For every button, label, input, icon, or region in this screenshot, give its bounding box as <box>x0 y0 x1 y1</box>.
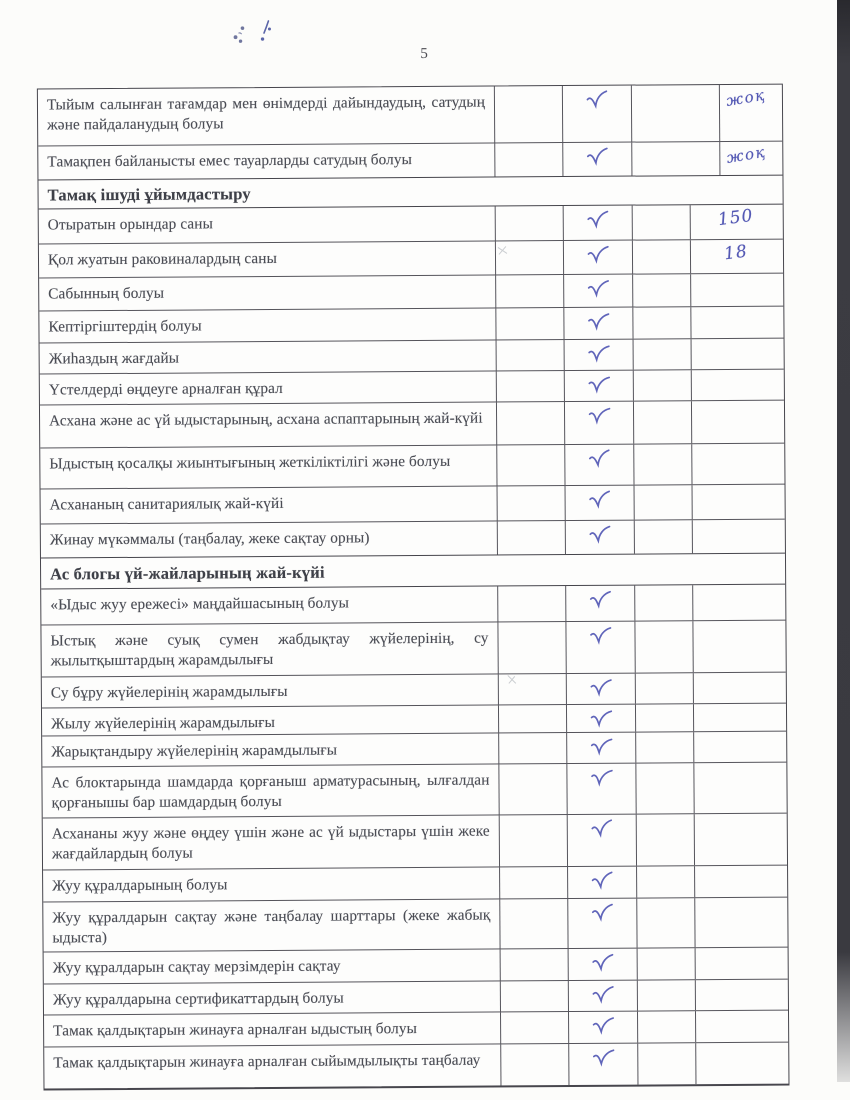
cell-value <box>693 704 784 732</box>
table-row <box>42 763 786 819</box>
cell-value <box>695 980 786 1011</box>
cell-col-1 <box>500 949 568 980</box>
row-label: Отыратын орындар саны <box>47 215 213 234</box>
cell-col-3 <box>633 401 691 443</box>
cell-col-1 <box>496 340 564 370</box>
row-label: Үстелдерді өңдеуге арналған құрал <box>48 379 283 399</box>
handwritten-value: 150 <box>716 205 755 231</box>
handwritten-check-icon <box>585 90 609 109</box>
cell-col-3 <box>632 205 690 239</box>
cell-check <box>563 308 632 339</box>
cell-check <box>563 241 632 274</box>
cell-check <box>563 275 632 307</box>
cell-col-3 <box>634 485 692 519</box>
cell-col-1 <box>496 445 564 485</box>
cell-col-3 <box>634 520 692 553</box>
cell-check <box>565 586 634 621</box>
row-label: Жуу құралдарын сақтау және таңбалау шарттары (жеке жабық ыдыста) <box>52 906 491 947</box>
handwritten-check-icon <box>588 590 612 609</box>
cell-value <box>691 339 782 370</box>
handwritten-check-icon <box>590 819 614 838</box>
table-continuation-rows <box>38 85 783 180</box>
handwritten-check-icon <box>586 279 610 298</box>
row-label: Қол жуатын раковиналардың саны <box>47 249 277 269</box>
handwritten-check-icon <box>588 490 612 509</box>
handwritten-check-icon <box>587 406 611 425</box>
cell-col-3 <box>633 444 691 484</box>
cell-value <box>692 520 783 554</box>
handwritten-note: жоқ <box>725 142 768 167</box>
cell-col-1 <box>496 402 564 444</box>
cell-value <box>693 763 784 814</box>
cell-check <box>568 949 637 980</box>
cell-value <box>719 85 780 141</box>
cell-col-3 <box>634 621 692 672</box>
row-label: Кептіргіштердің болуы <box>48 317 202 336</box>
cell-col-3 <box>632 240 690 273</box>
handwritten-check-icon <box>586 210 610 229</box>
handwritten-check-icon <box>590 903 614 922</box>
table-row <box>40 339 784 375</box>
cell-check <box>568 981 637 1011</box>
row-label: Тамақпен байланысты емес тауарларды сатудың болуы <box>47 151 413 171</box>
table-row <box>43 898 787 953</box>
cell-col-1 <box>497 622 565 673</box>
cell-value <box>690 205 781 240</box>
cell-value <box>693 673 784 704</box>
cell-value <box>692 485 783 520</box>
cell-value <box>719 142 780 175</box>
handwritten-check-icon <box>586 312 610 331</box>
handwritten-note: жоқ <box>724 85 767 110</box>
page-number: 5 <box>420 45 429 62</box>
table-row <box>39 240 783 279</box>
cell-col-1 <box>498 733 566 763</box>
cell-col-3 <box>631 142 719 176</box>
cell-col-3 <box>632 274 690 306</box>
cell-col-1 <box>500 981 568 1011</box>
cell-check <box>565 486 634 520</box>
cell-check <box>568 1044 637 1085</box>
cell-value <box>691 370 782 401</box>
cell-check <box>563 206 632 240</box>
cell-value <box>691 444 782 485</box>
cell-col-1 <box>500 1012 568 1043</box>
row-label: «Ыдыс жуу ережесі» маңдайшасының болуы <box>50 594 349 614</box>
handwritten-check-icon <box>591 1048 615 1067</box>
cell-col-1 <box>499 867 567 898</box>
cell-check <box>564 371 633 401</box>
handwritten-check-icon <box>588 626 612 645</box>
table-row <box>40 370 784 406</box>
cell-col-3 <box>633 339 691 369</box>
cell-col-3 <box>635 673 693 703</box>
table-row <box>39 205 783 245</box>
cell-value <box>690 307 781 339</box>
cell-col-1 <box>499 899 567 948</box>
handwritten-check-icon <box>587 449 611 468</box>
cell-value <box>692 585 783 621</box>
cell-value <box>692 621 783 673</box>
table-row <box>41 621 785 678</box>
cell-value <box>690 274 781 307</box>
handwritten-check-icon <box>588 525 612 544</box>
cell-col-1 <box>498 764 566 814</box>
cell-check <box>565 622 634 673</box>
cell-check <box>565 521 634 554</box>
cell-check <box>567 815 636 866</box>
table-row <box>42 673 786 709</box>
table-row <box>39 307 783 344</box>
handwritten-check-icon <box>587 344 611 363</box>
cell-col-1 <box>499 815 567 866</box>
row-label: Жарықтандыру жүйелерінің жарамдылығы <box>51 741 338 761</box>
table-row <box>44 948 788 985</box>
cell-col-3 <box>637 980 695 1010</box>
row-label: Жуу құралдарына сертификаттардың болуы <box>52 989 344 1009</box>
cell-check <box>566 705 635 732</box>
cell-col-3 <box>635 763 693 813</box>
table-section-2-rows <box>41 585 788 1089</box>
table-row <box>41 520 785 558</box>
inspection-checklist-table <box>37 84 790 1091</box>
cell-check <box>564 340 633 370</box>
cell-check <box>568 1012 637 1043</box>
cell-value <box>694 898 785 948</box>
table-row <box>42 732 786 768</box>
handwritten-check-icon <box>591 1016 615 1035</box>
cell-col-3 <box>636 898 694 947</box>
table-row <box>44 1043 788 1089</box>
table-row <box>40 401 784 449</box>
cell-col-3 <box>633 370 691 400</box>
row-label: Сабынның болуы <box>48 284 165 303</box>
handwritten-value: 18 <box>722 241 749 265</box>
table-row <box>43 866 787 903</box>
row-label: Жинау мүкәммалы (таңбалау, жеке сақтау орны) <box>49 529 370 549</box>
row-label: Ас блоктарында шамдарда қорғаныш арматурасының, ылғалдан қорғанышы бар шамдардың болуы <box>51 771 490 812</box>
cell-col-1 <box>495 308 563 339</box>
handwritten-check-icon <box>589 768 613 787</box>
row-label: Тамак қалдықтарын жинауға арналған сыйымдылықты таңбалау <box>53 1051 481 1072</box>
cell-value <box>691 401 782 444</box>
cell-col-3 <box>635 732 693 762</box>
cell-col-3 <box>637 1011 695 1042</box>
cell-check <box>564 402 633 444</box>
cell-check <box>562 143 631 176</box>
row-label: Асхана және ас үй ыдыстарының, асхана аспаптарының жай-күйі <box>49 409 483 430</box>
handwritten-check-icon <box>589 678 613 697</box>
handwritten-check-icon <box>587 375 611 394</box>
cell-col-3 <box>631 85 719 142</box>
cell-col-3 <box>634 585 692 620</box>
table-row <box>41 485 785 525</box>
cell-col-1 <box>496 371 564 401</box>
row-label: Ыстық және суық сумен жабдықтау жүйелерінің, су жылытқыштардың жарамдылығы <box>50 629 489 670</box>
cell-col-1 <box>498 705 566 732</box>
handwritten-check-icon <box>585 147 609 166</box>
cell-check <box>567 899 636 948</box>
scan-smudge <box>496 242 510 252</box>
table-row <box>40 444 784 490</box>
row-label: Жылу жүйелерінің жарамдылығы <box>51 713 275 733</box>
row-label: Жуу құралдарының болуы <box>52 876 228 895</box>
cell-check <box>566 764 635 814</box>
scanner-edge-shadow <box>837 0 850 1082</box>
cell-col-3 <box>635 704 693 731</box>
section-header-meal-organization: Тамақ ішуді ұйымдастыру <box>38 175 782 210</box>
cell-col-1 <box>495 275 563 307</box>
cell-col-1 <box>495 206 563 240</box>
handwritten-check-icon <box>586 245 610 264</box>
cell-value <box>693 732 784 763</box>
cell-value <box>690 240 781 274</box>
cell-value <box>694 866 785 898</box>
ink-marks <box>228 15 282 54</box>
cell-col-3 <box>637 948 695 979</box>
cell-col-1 <box>500 1044 568 1085</box>
scan-smudge <box>506 671 518 681</box>
cell-col-3 <box>632 307 690 338</box>
table-row <box>44 1011 788 1048</box>
table-row <box>44 980 788 1016</box>
row-label: Асхананың санитариялық жай-күйі <box>49 494 284 514</box>
cell-col-1 <box>494 86 562 142</box>
cell-check <box>562 86 631 142</box>
table-section-1-rows <box>39 205 785 558</box>
row-label: Асхананы жуу және өңдеу үшін және ас үй ыдыстары үшін жеке жағдайлардың болуы <box>51 822 490 863</box>
table-row <box>41 585 785 626</box>
cell-col-1 <box>497 486 565 520</box>
row-label: Ыдыстың қосалқы жиынтығының жеткіліктілігі және болуы <box>49 452 451 473</box>
cell-value <box>695 1011 786 1043</box>
table-row <box>38 142 782 180</box>
cell-check <box>566 733 635 763</box>
row-label: Су бұру жүйелерінің жарамдылығы <box>50 682 288 702</box>
handwritten-check-icon <box>589 709 613 728</box>
row-label: Тыйым салынған тағамдар мен өнімдерді дайындаудың, сатудың және пайдаланудың болуы <box>46 93 486 134</box>
row-label: Жуу құралдарын сақтау мерзімдерін сақтау <box>52 957 341 977</box>
cell-value <box>695 948 786 980</box>
row-label: Тамак қалдықтарын жинауға арналған ыдыстың болуы <box>53 1020 418 1040</box>
table-row <box>38 85 782 147</box>
cell-col-3 <box>636 814 694 865</box>
cell-col-3 <box>636 866 694 897</box>
cell-check <box>566 674 635 704</box>
handwritten-check-icon <box>590 871 614 890</box>
row-label: Жиһаздың жағдайы <box>48 349 180 368</box>
table-row <box>39 274 783 312</box>
handwritten-check-icon <box>591 985 615 1004</box>
handwritten-check-icon <box>589 737 613 756</box>
cell-check <box>564 445 633 485</box>
cell-col-1 <box>494 143 562 176</box>
cell-col-3 <box>637 1043 695 1084</box>
table-row <box>43 814 787 871</box>
cell-col-1 <box>497 521 565 554</box>
cell-check <box>567 867 636 898</box>
handwritten-check-icon <box>591 953 615 972</box>
cell-col-1 <box>497 586 565 621</box>
cell-value <box>695 1043 786 1085</box>
section-header-food-unit-premises: Ас блогы үй-жайларының жай-күйі <box>41 553 785 590</box>
cell-value <box>694 814 785 866</box>
